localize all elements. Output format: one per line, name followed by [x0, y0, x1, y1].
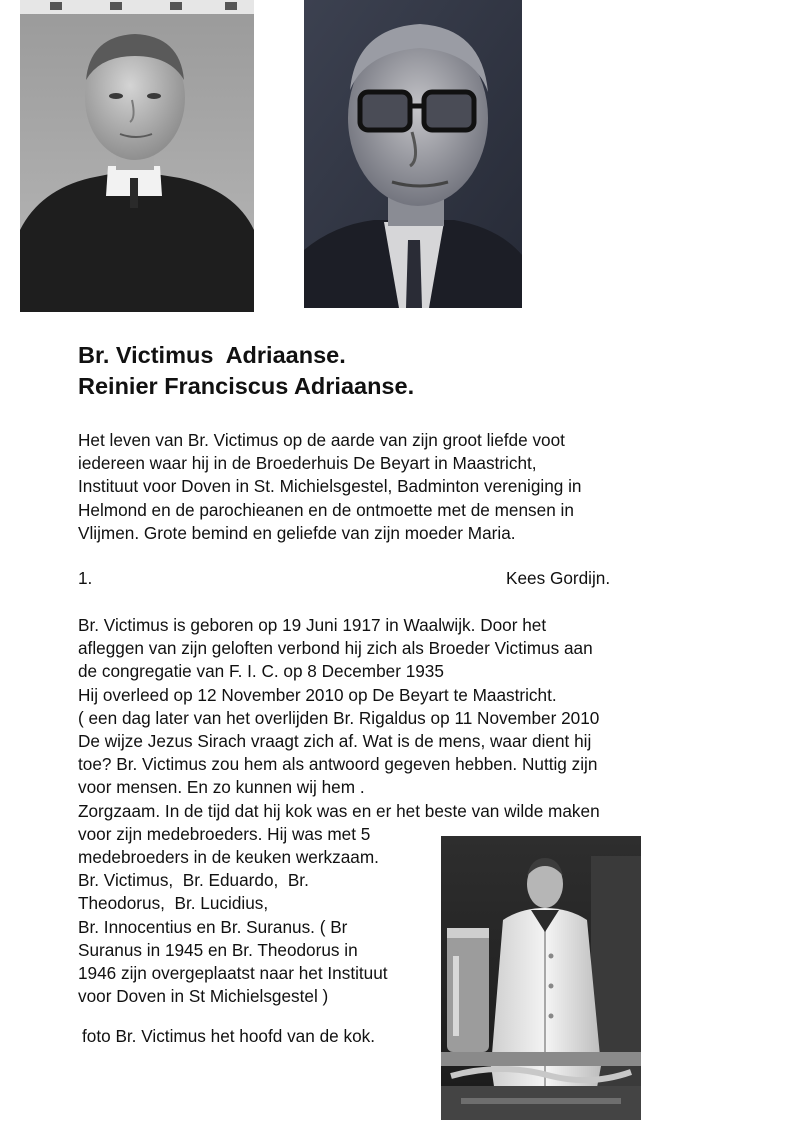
text-line: Het leven van Br. Victimus op de aarde van zijn groot liefde voot [78, 430, 565, 450]
page-title [78, 340, 414, 402]
text-line: afleggen van zijn geloften verbond hij zich als Broeder Victimus aan [78, 638, 593, 659]
section-header [78, 568, 638, 592]
photo-brother-cook [441, 836, 641, 1120]
text-line: medebroeders in de keuken werkzaam. [78, 847, 379, 868]
photo-young-brother [20, 0, 254, 312]
title-line-1: Br. Victimus Adriaanse. [78, 342, 346, 368]
photo-caption: foto Br. Victimus het hoofd van de kok. [82, 1026, 375, 1046]
author-name: Kees Gordijn. [506, 568, 611, 588]
text-line: iedereen waar hij in de Broederhuis De Beyart in Maastricht, [78, 453, 537, 474]
text-line: 1946 zijn overgeplaatst naar het Instituut [78, 963, 388, 984]
photo-elderly-man-glasses [304, 0, 522, 308]
text-line: de congregatie van F. I. C. op 8 December 1935 [78, 661, 444, 682]
title-line-2: Reinier Franciscus Adriaanse. [78, 373, 415, 399]
text-line: Helmond en de parochieanen en de ontmoette met de mensen in [78, 499, 574, 520]
text-line: voor Doven in St Michielsgestel ) [78, 986, 329, 1007]
text-line: voor mensen. En zo kunnen wij hem . [78, 777, 365, 798]
text-line: Zorgzaam. In de tijd dat hij kok was en er het beste van wilde maken [78, 800, 600, 821]
text-line: Instituut voor Doven in St. Michielsgestel, Badminton vereniging in [78, 476, 582, 497]
text-line: Br. Victimus, Br. Eduardo, Br. [78, 870, 309, 891]
text-line: Br. Innocentius en Br. Suranus. ( Br [78, 916, 348, 937]
text-line: toe? Br. Victimus zou hem als antwoord gegeven hebben. Nuttig zijn [78, 754, 598, 775]
intro-paragraph [78, 429, 658, 545]
text-line: Hij overleed op 12 November 2010 op De Beyart te Maastricht. [78, 684, 557, 705]
text-line: Suranus in 1945 en Br. Theodorus in [78, 939, 358, 960]
text-line: Theodorus, Br. Lucidius, [78, 893, 269, 914]
text-line: ( een dag later van het overlijden Br. Rigaldus op 11 November 2010 [78, 707, 600, 728]
text-line: De wijze Jezus Sirach vraagt zich af. Wat is de mens, waar dient hij [78, 731, 592, 752]
section-number: 1. [78, 568, 93, 588]
text-line: voor zijn medebroeders. Hij was met 5 [78, 823, 371, 844]
text-line: Vlijmen. Grote bemind en geliefde van zijn moeder Maria. [78, 522, 516, 543]
text-line: Br. Victimus is geboren op 19 Juni 1917 in Waalwijk. Door het [78, 615, 547, 635]
